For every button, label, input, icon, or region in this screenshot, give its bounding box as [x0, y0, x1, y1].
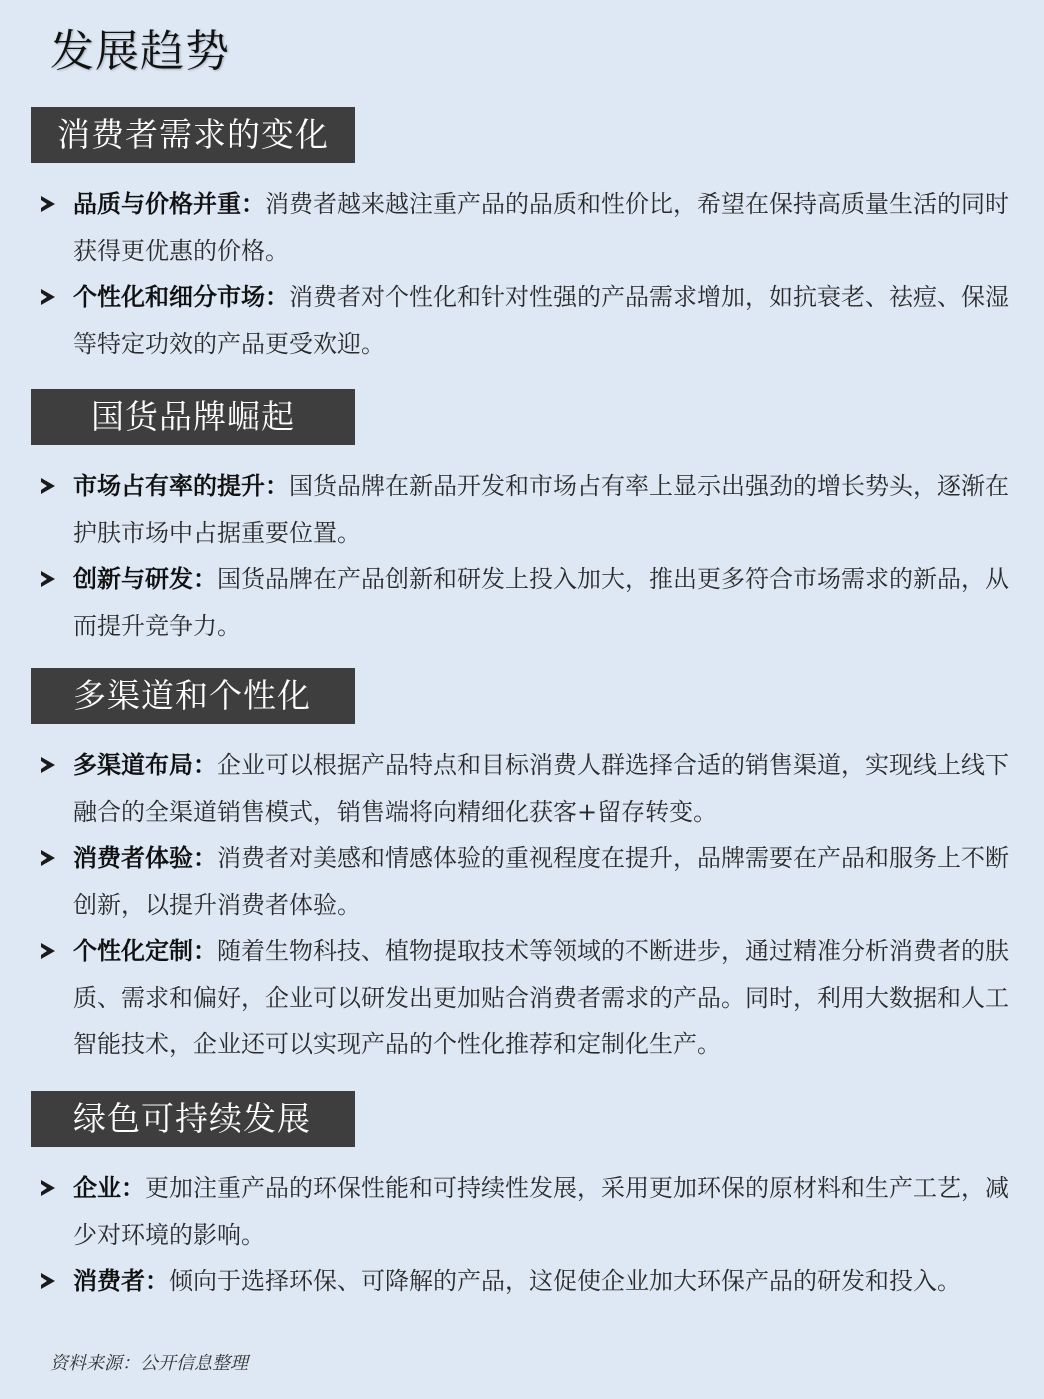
arrow-bullet-icon: [41, 196, 55, 212]
arrow-bullet-icon: [41, 1273, 55, 1289]
list-item: [31, 556, 1023, 649]
item-term: 消费者：: [73, 1266, 169, 1295]
item-term: 企业：: [73, 1173, 145, 1202]
section-domestic-brands: [31, 389, 1031, 649]
item-term: 创新与研发：: [73, 564, 217, 593]
item-text: 更加注重产品的环保性能和可持续性发展，采用更加环保的原材料和生产工艺，减少对环境的影响。: [73, 1174, 1009, 1249]
item-text: 消费者对个性化和针对性强的产品需求增加，如抗衰老、祛痘、保湿等特定功效的产品更受欢迎。: [73, 283, 1009, 358]
page-title: 发展趋势: [50, 26, 230, 77]
source-note: 资料来源：公开信息整理: [50, 1353, 248, 1374]
section-items: [31, 742, 1031, 1068]
section-header: 绿色可持续发展: [31, 1091, 355, 1147]
item-text: 国货品牌在产品创新和研发上投入加大，推出更多符合市场需求的新品，从而提升竞争力。: [73, 565, 1009, 640]
list-item: [31, 1165, 1023, 1258]
list-item: [31, 274, 1023, 367]
section-consumer-demand: [31, 107, 1031, 367]
section-multichannel: [31, 668, 1031, 1068]
section-items: [31, 463, 1031, 649]
section-header: 国货品牌崛起: [31, 389, 355, 445]
arrow-bullet-icon: [41, 850, 55, 866]
list-item: [31, 742, 1023, 835]
list-item: [31, 181, 1023, 274]
list-item: [31, 835, 1023, 928]
item-term: 个性化和细分市场：: [73, 282, 289, 311]
item-text: 随着生物科技、植物提取技术等领域的不断进步，通过精准分析消费者的肤质、需求和偏好，企业可以研发出更加贴合消费者需求的产品。同时，利用大数据和人工智能技术，企业还可以实现产品的个性化推荐和定制化生产。: [73, 937, 1009, 1058]
item-term: 市场占有率的提升：: [73, 471, 289, 500]
item-text: 消费者对美感和情感体验的重视程度在提升，品牌需要在产品和服务上不断创新，以提升消费者体验。: [73, 844, 1009, 919]
item-term: 多渠道布局：: [73, 750, 217, 779]
section-header: 多渠道和个性化: [31, 668, 355, 724]
arrow-bullet-icon: [41, 1180, 55, 1196]
item-text: 国货品牌在新品开发和市场占有率上显示出强劲的增长势头，逐渐在护肤市场中占据重要位置。: [73, 472, 1009, 547]
item-term: 个性化定制：: [73, 936, 217, 965]
arrow-bullet-icon: [41, 478, 55, 494]
item-text: 企业可以根据产品特点和目标消费人群选择合适的销售渠道，实现线上线下融合的全渠道销售模式，销售端将向精细化获客+留存转变。: [73, 751, 1009, 826]
list-item: [31, 463, 1023, 556]
section-items: [31, 181, 1031, 367]
item-text: 倾向于选择环保、可降解的产品，这促使企业加大环保产品的研发和投入。: [169, 1267, 961, 1295]
item-term: 消费者体验：: [73, 843, 217, 872]
section-header: 消费者需求的变化: [31, 107, 355, 163]
list-item: [31, 928, 1023, 1068]
arrow-bullet-icon: [41, 289, 55, 305]
arrow-bullet-icon: [41, 571, 55, 587]
arrow-bullet-icon: [41, 943, 55, 959]
item-term: 品质与价格并重：: [73, 189, 265, 218]
section-items: [31, 1165, 1031, 1305]
item-text: 消费者越来越注重产品的品质和性价比，希望在保持高质量生活的同时获得更优惠的价格。: [73, 190, 1009, 265]
section-sustainability: [31, 1091, 1031, 1305]
list-item: [31, 1258, 1023, 1305]
arrow-bullet-icon: [41, 757, 55, 773]
